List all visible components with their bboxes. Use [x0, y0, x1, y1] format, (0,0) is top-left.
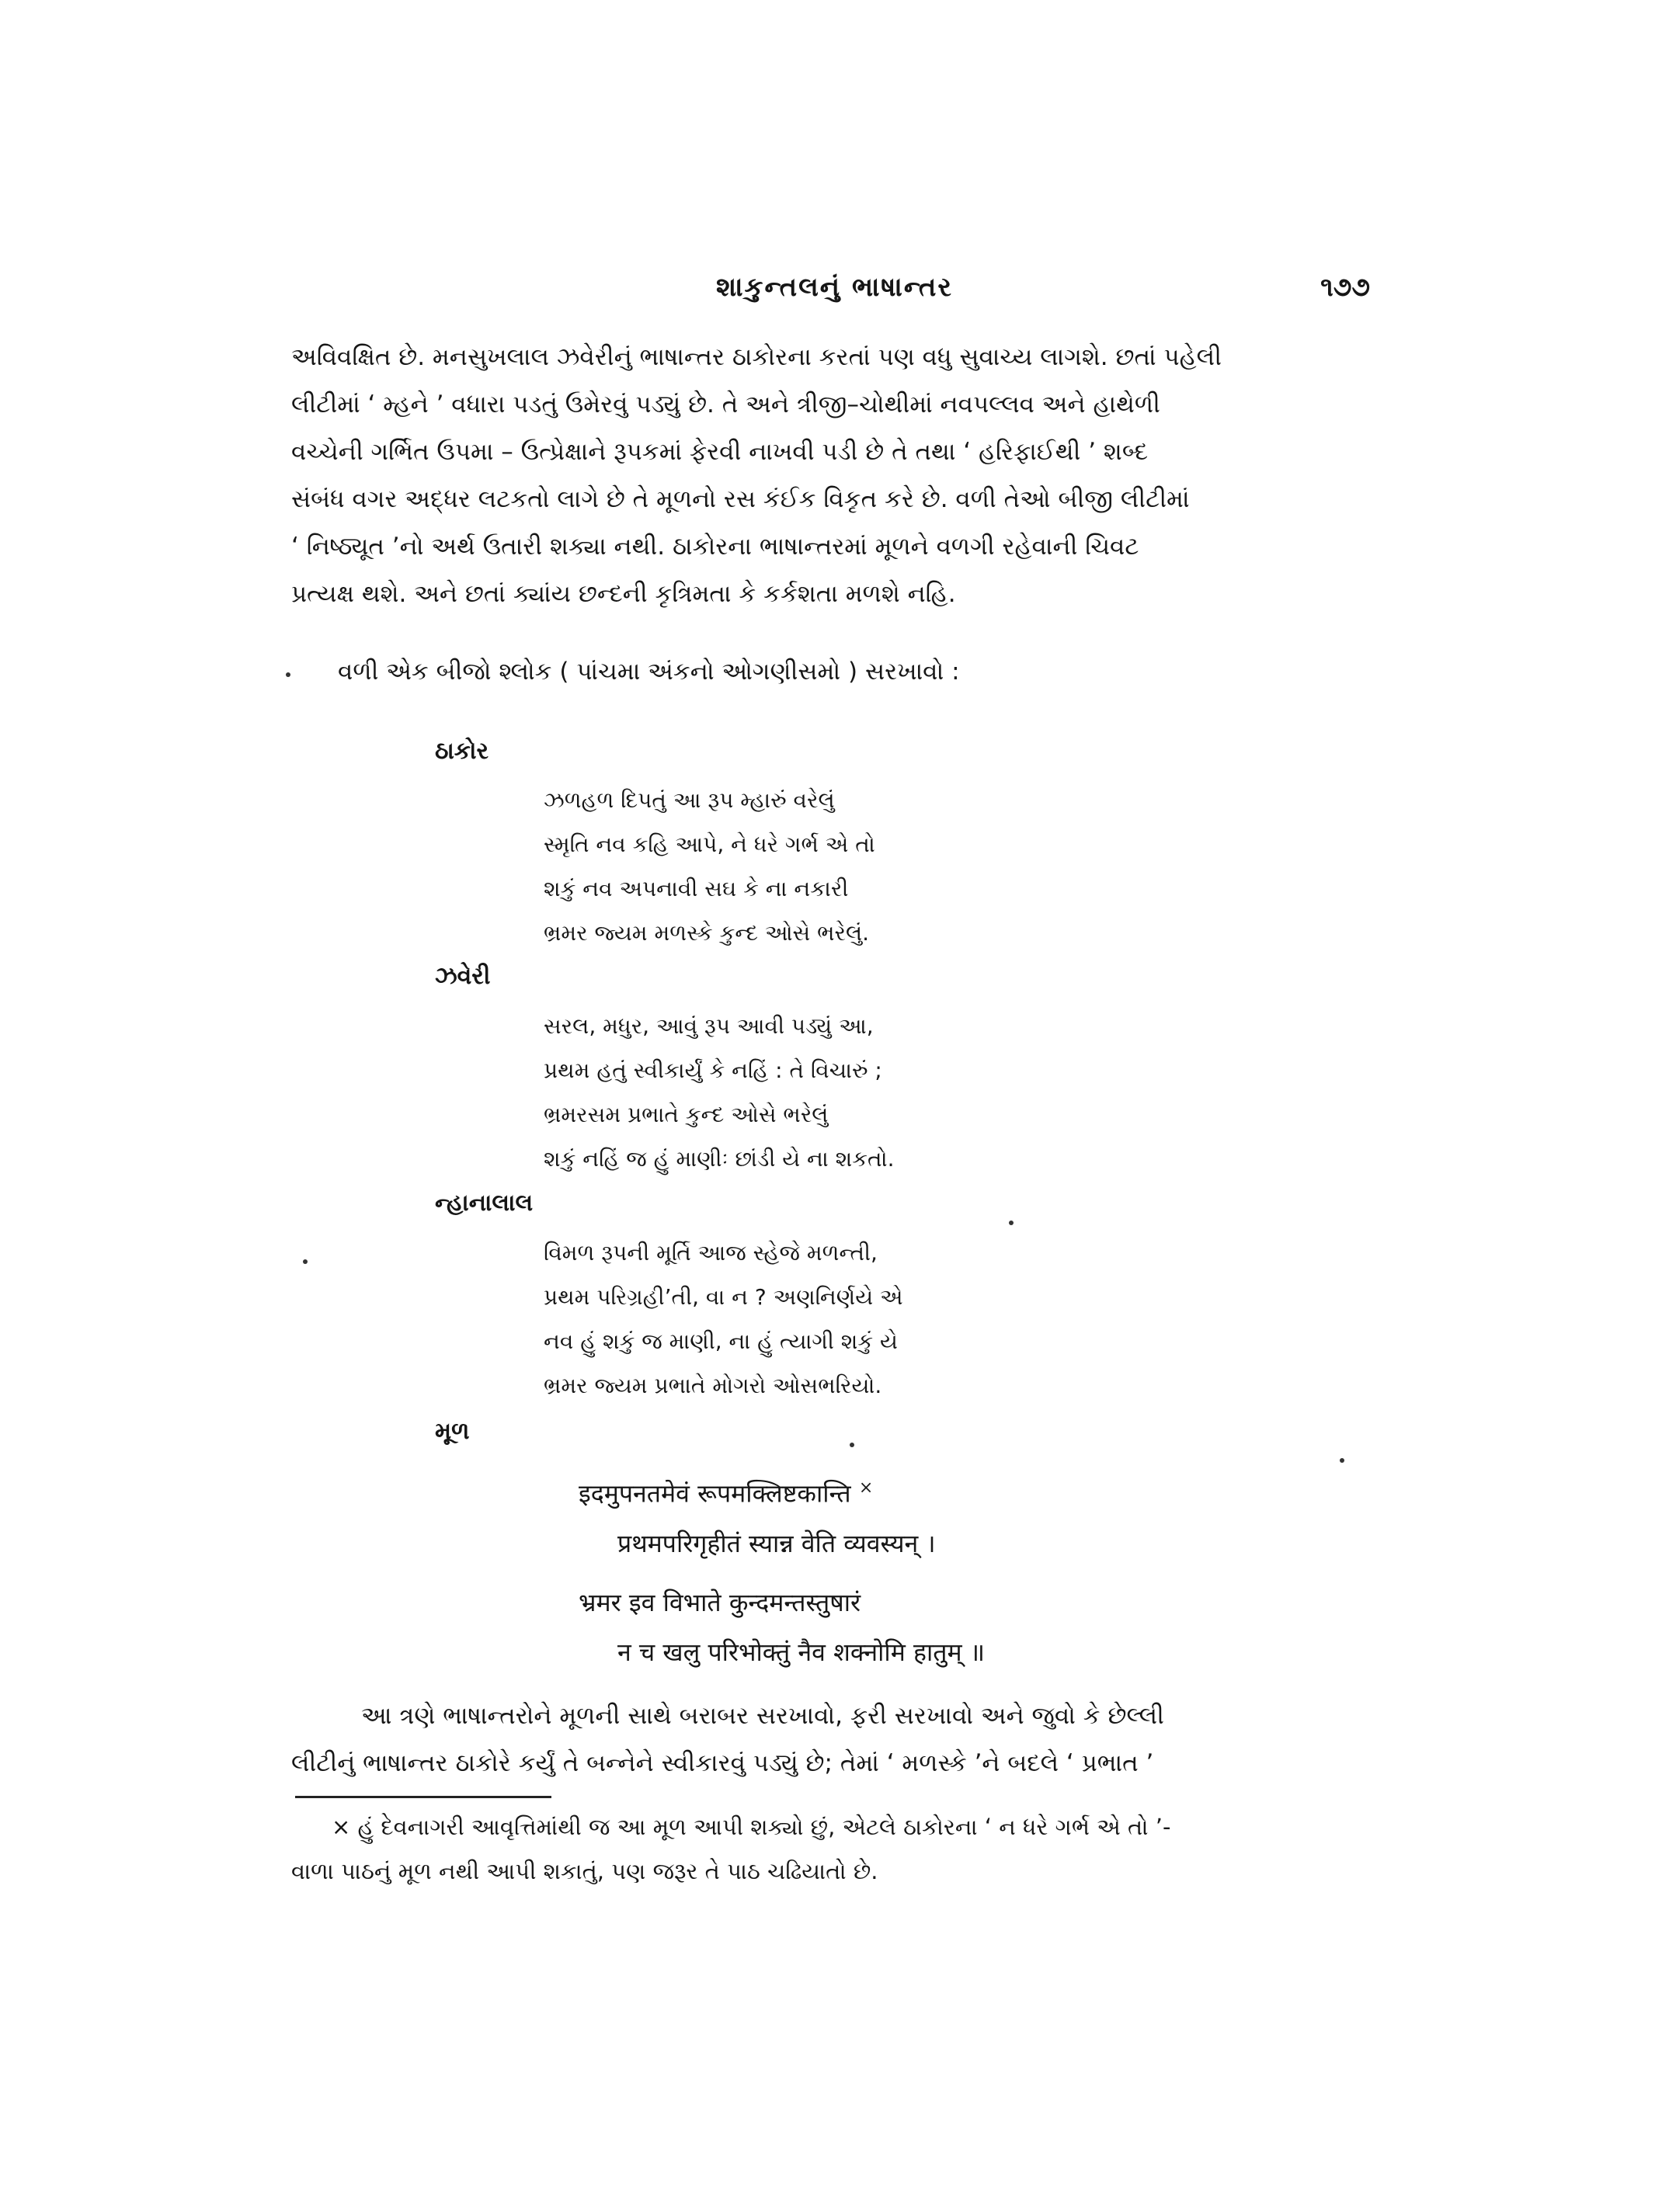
verse-line: ભ્રમર જ્યમ પ્રભાતે મોગરો ઓસભરિયો. [544, 1373, 882, 1398]
paragraph-line: પ્રત્યક્ષ થશે. અને છતાં ક્યાંય છન્દની કૃત્રિમતા કે કર્કશતા મળશે નહિ. [291, 580, 956, 608]
footnote-divider [295, 1796, 551, 1798]
scan-speck [286, 672, 290, 677]
scan-speck [1340, 1458, 1344, 1463]
verse-line: ભ્રમરસમ પ્રભાતે કુન્દ ઓસે ભરેલું [544, 1102, 829, 1127]
section-heading-thakor: ઠાકોર [435, 738, 489, 765]
footnote-line: વાળા પાઠનું મૂળ નથી આપી શકાતું, પણ જરૂર તે પાઠ ચઢિયાતો છે. [291, 1858, 878, 1884]
page-number: ૧૭૭ [1320, 272, 1370, 303]
verse-line: વિમળ રૂપની મૂર્તિ આજ સ્હેજે મળન્તી, [544, 1240, 878, 1266]
intro-line: વળી એક બીજો શ્લોક ( પાંચમા અંકનો ઓગણીસમો ) સરખાવો : [338, 658, 960, 686]
paragraph-line: લીટીનું ભાષાન્તર ઠાકોરે કર્યું તે બન્નેને સ્વીકારવું પડ્યું છે; તેમાં ‘ મળસ્કે ’ને બદલે ‘ પ્રભાત ’ [291, 1749, 1154, 1777]
scan-speck [850, 1443, 854, 1447]
paragraph-line: ‘ નિષ્ઠ્યૂત ’નો અર્થ ઉતારી શક્યા નથી. ઠાકોરના ભાષાન્તરમાં મૂળને વળગી રહેવાની ચિવટ [291, 533, 1139, 561]
section-heading-original: મૂળ [435, 1418, 470, 1445]
verse-line: ભ્રમર જ્યમ મળસ્કે કુન્દ ઓસે ભરેલું. [544, 920, 870, 946]
paragraph-line: આ ત્રણે ભાષાન્તરોને મૂળની સાથે બરાબર સરખાવો, ફરી સરખાવો અને જુવો કે છેલ્લી [361, 1702, 1164, 1730]
verse-line-text: इदमुपनतमेवं रूपमक्लिष्टकान्ति [579, 1478, 851, 1509]
paragraph-1 [291, 334, 1382, 618]
verse-line: સરલ, મધુર, આવું રૂપ આવી પડ્યું આ, [544, 1013, 874, 1039]
paragraph-line: અવિવક્ષિત છે. મનસુખલાલ ઝવેરીનું ભાષાન્તર ઠાકોરના કરતાં પણ વધુ સુવાચ્ય લાગશે. છતાં પહેલી [291, 343, 1222, 371]
verse-line: न च खलु परिभोक्तुं नैव शक्नोमि हातुम् ॥ [617, 1637, 986, 1667]
verse-line: प्रथमपरिगृहीतं स्यान्न वेति व्यवस्यन् । [617, 1528, 936, 1558]
section-heading-nhanalal: ન્હાનાલાલ [435, 1189, 534, 1217]
verse-thakor [544, 778, 875, 955]
running-header-title: શાકુન્તલનું ભાષાન્તર [715, 272, 953, 303]
verse-zaveri [544, 1004, 895, 1181]
verse-line: નવ હું શકું જ માણી, ના હું ત્યાગી શકું યે [544, 1328, 898, 1354]
verse-line: શકું નવ અપનાવી સઘ કે ના નકારી [544, 876, 849, 901]
verse-line [579, 1464, 985, 1519]
verse-line: પ્રથમ હતું સ્વીકાર્યું કે નહિં : તે વિચારું ; [544, 1057, 882, 1083]
verse-line: भ्रमर इव विभाते कुन्दमन्तस्तुषारं [579, 1587, 861, 1617]
verse-line: પ્રથમ પરિગ્રહી’તી, વા ન ? અણનિર્ણયે એ [544, 1284, 903, 1310]
footnote-marker: × [858, 1478, 874, 1498]
verse-nhanalal [544, 1231, 903, 1408]
paragraph-line: વચ્ચેની ગર્ભિત ઉપમા – ઉત્પ્રેક્ષાને રૂપકમાં ફેરવી નાખવી પડી છે તે તથા ‘ હરિફાઈથી ’ શબ્દ [291, 438, 1149, 466]
scan-speck [303, 1259, 308, 1264]
footnote [291, 1805, 1382, 1894]
verse-line: સ્મૃતિ નવ કહિ આપે, ને ધરે ગર્ભ એ તો [544, 832, 875, 857]
footnote-line: × હું દેવનાગરી આવૃત્તિમાંથી જ આ મૂળ આપી શક્યો છું, એટલે ઠાકોરના ‘ ન ધરે ગર્ભ એ તો ’- [332, 1814, 1171, 1840]
paragraph-2 [291, 1693, 1382, 1787]
paragraph-line: સંબંધ વગર અદ્ધર લટકતો લાગે છે તે મૂળનો રસ કંઈક વિકૃત કરે છે. વળી તેઓ બીજી લીટીમાં [291, 485, 1190, 513]
paragraph-line: લીટીમાં ‘ મ્હને ’ વધારા પડતું ઉમેરવું પડ્યું છે. તે અને ત્રીજી–ચોથીમાં નવપલ્લવ અને હાથેળી [291, 391, 1160, 418]
section-heading-zaveri: ઝવેરી [435, 963, 491, 990]
verse-line: ઝળહળ દિપતું આ રૂપ મ્હારું વરેલું [544, 787, 835, 813]
verse-line: શકું નહિં જ હું માણીઃ છાંડી યે ના શકતો. [544, 1146, 895, 1172]
verse-original-sanskrit [579, 1464, 985, 1677]
scan-speck [1009, 1221, 1014, 1225]
